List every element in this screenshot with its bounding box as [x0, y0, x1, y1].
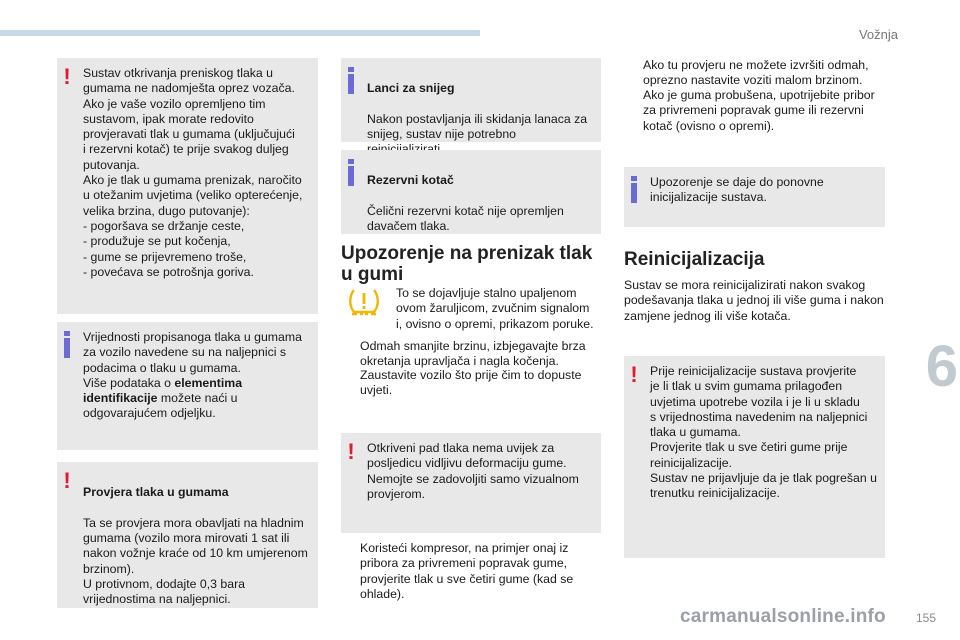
- info-text: Upozorenje se daje do ponovne inicijalizacije sustava.: [650, 175, 824, 205]
- info-box-pressure-label: [57, 322, 318, 450]
- header-accent-bar: [0, 30, 480, 36]
- section-title: Vožnja: [858, 27, 898, 42]
- reinit-paragraph: Sustav se mora reinicijalizirati nakon svakog podešavanja tlaka u jednoj ili više guma i nakon zamjene jednog ili više kotača.: [624, 278, 884, 323]
- warning-text: Otkriveni pad tlaka nema uvijek za posljedicu vidljivu deformaciju gume. Nemojte se zadovoljiti samo vizualnom provjerom.: [367, 441, 579, 501]
- info-box-spare-wheel: [341, 150, 601, 234]
- info-title: Rezervni kotač: [367, 173, 454, 188]
- warning-box-visual-check: [341, 433, 601, 533]
- tire-pressure-warning-lamp-icon: [348, 287, 380, 317]
- page-number: 155: [915, 611, 936, 625]
- heading-low-pressure-warning: Upozorenje na prenizak tlak u gumi: [341, 243, 593, 285]
- info-box-snow-chains: [341, 58, 601, 142]
- list-item: Odmah smanjite brzinu, izbjegavajte brza okretanja upravljača i nagla kočenja.: [360, 339, 586, 369]
- info-box-reinit-warning: [624, 167, 885, 227]
- list-item: Ako tu provjeru ne možete izvršiti odmah, oprezno nastavite voziti malom brzinom.: [643, 58, 869, 88]
- info-icon: [347, 158, 355, 186]
- warning-text: Sustav otkrivanja preniskog tlaka u gumama ne nadomješta oprez vozača. Ako je vaše vozilo opremljeno tim sustavom, ipak morate redovito provjeravati tlak u gumama (uključujući i rezervni kotač) te prije svakog duljeg putovanja. Ako je tlak u gumama prenizak, naročito u otežanim uvjetima (veliko opterećenje, velika brzina, dugo putovanje): - pogoršava se držanje ceste, - produžuje se put kočenja, - gume se prijevremeno troše, - povećava se potrošnja goriva.: [83, 66, 303, 279]
- list-item: Zaustavite vozilo što prije čim to dopuste uvjeti.: [360, 368, 582, 398]
- warning-icon: !: [347, 439, 355, 464]
- info-text: Vrijednosti propisanoga tlaka u gumama za vozilo navedene su na naljepnici s podacima o tlaku u gumama. Više podataka o elementima identifikacije možete naći u odgovarajućem odjeljku.: [83, 330, 302, 421]
- info-text: Čelični rezervni kotač nije opremljen davačem tlaka.: [367, 203, 564, 234]
- info-text: Nakon postavljanja ili skidanja lanaca za snijeg, sustav nije potrebno: [367, 111, 588, 142]
- info-icon: [630, 175, 638, 203]
- info-title: Lanci za snijeg: [367, 81, 455, 96]
- list-item: Ako je guma probušena, upotrijebite pribor za privremeni popravak gume ili rezervni kotač (ovisno o opremi).: [643, 88, 875, 133]
- warning-box-tpms: [57, 58, 318, 314]
- warning-text: Ta se provjera mora obavljati na hladnim gumama (vozilo mora mirovati 1 sat ili nakon vožnje kraće od 10 km umjerenom brzinom). U protivnom, dodajte 0,3 bara vrijednostima na naljepnici.: [83, 515, 308, 607]
- info-icon: [347, 66, 355, 94]
- watermark: carmanualsonline.info: [680, 606, 886, 627]
- warning-icon: !: [630, 362, 638, 387]
- warning-text: Prije reinicijalizacije sustava provjerite je li tlak u svim gumama prilagođen uvjetima upotrebe vozila i je li u skladu s vrijednostima navedenim na naljepnici tlaka u gumama. Provjerite tlak u sve četiri gume prije reinicijalizacije. Sustav ne prijavljuje da je tlak pogrešan u trenutku reinicijalizacije.: [650, 364, 877, 501]
- warning-box-reinit: [624, 356, 885, 558]
- lamp-description: To se dojavljuje stalno upaljenom ovom žaruljicom, zvučnim signalom i, ovisno o opremi, prikazom poruke.: [396, 286, 594, 331]
- warning-icon: !: [63, 64, 71, 89]
- list-item: Koristeći kompresor, na primjer onaj iz pribora za privremeni popravak gume, provjerite tlak u sve četiri gume (kad se ohlade).: [360, 541, 574, 601]
- warning-title: Provjera tlaka u gumama: [83, 485, 229, 500]
- chapter-number: 6: [925, 334, 958, 399]
- info-icon: [63, 330, 71, 358]
- warning-icon: !: [63, 468, 71, 493]
- warning-box-pressure-check: [57, 462, 318, 608]
- heading-reinitialization: Reinicijalizacija: [624, 249, 765, 270]
